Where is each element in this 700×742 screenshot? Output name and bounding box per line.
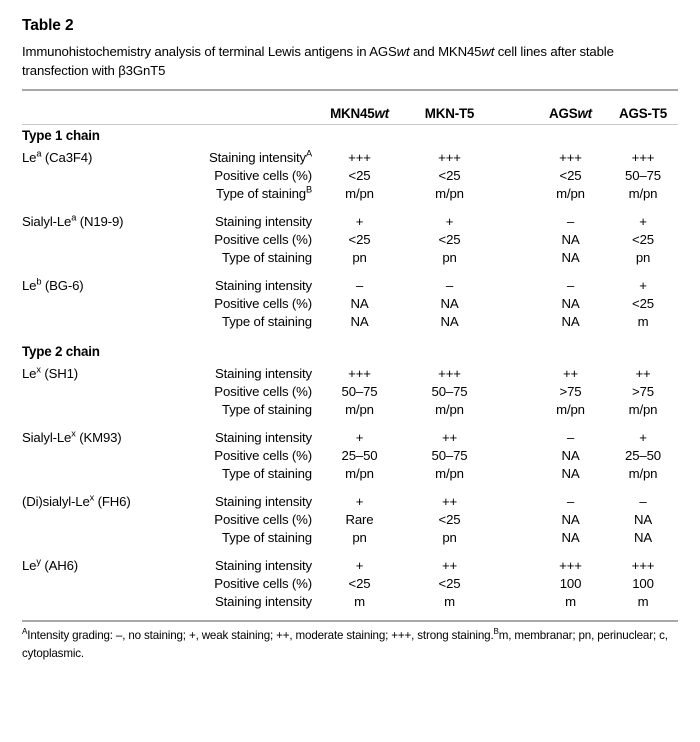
group-gap-row	[22, 203, 678, 213]
caption-segment-1: Immunohistochemistry analysis of terminal Lewis antigens in AGS	[22, 43, 397, 59]
cell-value: +++	[348, 366, 371, 382]
cell-value: pn	[635, 250, 651, 266]
antigen-label-empty	[22, 575, 172, 593]
cell-value: m	[565, 594, 576, 610]
caption-segment-2: and MKN45	[409, 43, 482, 59]
cell-value: ++	[441, 494, 458, 510]
antigen-name: Le	[22, 558, 37, 574]
antigen-label	[22, 429, 172, 447]
group-gap-cell	[22, 267, 678, 277]
antigen-clone: (KM93)	[75, 430, 122, 446]
cell-value: +	[355, 430, 364, 446]
metric-label	[172, 277, 317, 295]
cell-value: pn	[442, 530, 457, 546]
cell-value: +++	[559, 558, 582, 574]
cell-value: +	[445, 214, 454, 230]
group-gap-cell	[22, 203, 678, 213]
antigen-label	[22, 557, 172, 575]
table-row	[22, 365, 678, 383]
antigen-name: Le	[22, 278, 37, 294]
metric-text: Staining intensity	[215, 214, 312, 230]
table-row	[22, 295, 678, 313]
antigen-clone: (AH6)	[40, 558, 79, 574]
cell-value: NA	[561, 296, 580, 312]
cell-value: –	[566, 214, 575, 230]
cell-value: m/pn	[435, 402, 464, 418]
caption-italic-wt-2: wt	[481, 43, 495, 59]
antigen-label-empty	[22, 295, 172, 313]
column-header-mkn-t5-text: MKN-T5	[424, 106, 475, 122]
metric-text: Positive cells (%)	[214, 168, 312, 184]
cell-value: +++	[438, 366, 461, 382]
metric-text: Staining intensity	[215, 278, 312, 294]
column-gap	[497, 365, 533, 383]
column-header-mkn45wt	[317, 91, 402, 124]
cell-value: –	[566, 430, 575, 446]
cell-value: NA	[561, 232, 580, 248]
cell-value: 100	[559, 576, 582, 592]
footnote-text-a: Intensity grading: –, no staining; +, weak staining; ++, moderate staining; +++, strong staining.	[27, 629, 494, 643]
column-gap	[497, 447, 533, 465]
antigen-label-empty	[22, 593, 172, 611]
cell-value: <25	[559, 168, 582, 184]
header-gap	[497, 91, 533, 124]
metric-label	[172, 401, 317, 419]
cell-value: ++	[635, 366, 651, 382]
cell-value: –	[355, 278, 364, 294]
table-row	[22, 249, 678, 267]
cell-value: <25	[438, 512, 461, 528]
column-header-agswt-text: AGS	[549, 106, 578, 122]
column-gap	[497, 313, 533, 331]
antigen-superscript: x	[89, 493, 95, 504]
table-row	[22, 593, 678, 611]
metric-label	[172, 213, 317, 231]
cell-value: 50–75	[341, 384, 378, 400]
table-row	[22, 511, 678, 529]
cell-value: NA	[440, 314, 459, 330]
cell-value: m/pn	[556, 186, 585, 202]
cell-value: m/pn	[628, 402, 658, 418]
metric-text: Type of staining	[222, 530, 312, 546]
antigen-superscript: x	[36, 365, 41, 376]
antigen-label-empty	[22, 511, 172, 529]
header-blank-antigen	[22, 91, 172, 124]
cell-value: m/pn	[345, 466, 374, 482]
cell-value: >75	[559, 384, 582, 400]
column-gap	[497, 493, 533, 511]
table-row	[22, 429, 678, 447]
metric-label	[172, 511, 317, 529]
antigen-label-empty	[22, 401, 172, 419]
metric-text: Staining intensity	[208, 150, 306, 166]
cell-value: m	[354, 594, 365, 610]
antigen-label-empty	[22, 465, 172, 483]
metric-label	[172, 167, 317, 185]
antigen-clone: (Ca3F4)	[41, 150, 93, 166]
antigen-clone: (FH6)	[94, 494, 131, 510]
cell-value: pn	[352, 250, 367, 266]
column-gap	[497, 557, 533, 575]
metric-text: Staining intensity	[215, 594, 312, 610]
group-gap-cell	[22, 331, 678, 341]
antigen-label	[22, 149, 172, 167]
antigen-superscript: b	[36, 277, 42, 288]
metric-text: Type of staining	[222, 466, 312, 482]
antigen-label-empty	[22, 249, 172, 267]
cell-value: pn	[352, 530, 367, 546]
cell-value: NA	[561, 250, 580, 266]
metric-superscript: B	[305, 185, 312, 196]
metric-label	[172, 575, 317, 593]
antigen-name: Le	[22, 150, 37, 166]
table-row	[22, 401, 678, 419]
table-row	[22, 167, 678, 185]
cell-value: NA	[561, 448, 580, 464]
cell-value: <25	[632, 232, 654, 248]
cell-value: m/pn	[345, 186, 374, 202]
caption-italic-wt-1: wt	[396, 43, 410, 59]
cell-value: +	[355, 494, 364, 510]
table-row	[22, 231, 678, 249]
antigen-label-empty	[22, 231, 172, 249]
metric-text: Positive cells (%)	[214, 232, 312, 248]
column-gap	[497, 277, 533, 295]
table-row	[22, 277, 678, 295]
antigen-superscript: a	[71, 213, 77, 224]
cell-value: 50–75	[431, 384, 468, 400]
metric-label	[172, 185, 317, 203]
metric-text: Positive cells (%)	[214, 512, 312, 528]
cell-value: m	[444, 594, 455, 610]
cell-value: m/pn	[628, 466, 658, 482]
group-gap-cell	[22, 547, 678, 557]
table-header	[22, 91, 678, 124]
cell-value: <25	[438, 232, 461, 248]
table-row	[22, 149, 678, 167]
metric-text: Type of staining	[222, 314, 312, 330]
table-row	[22, 465, 678, 483]
table-body	[22, 124, 678, 620]
group-gap-row	[22, 419, 678, 429]
cell-value: +	[639, 430, 647, 446]
table-bottom-spacer-row	[22, 611, 678, 620]
metric-text: Type of staining	[216, 186, 306, 202]
table-row	[22, 575, 678, 593]
cell-value: +	[355, 558, 364, 574]
antigen-label	[22, 493, 172, 511]
section-title-row	[22, 341, 678, 365]
column-header-mkn45wt-italic: wt	[374, 106, 389, 122]
group-gap-row	[22, 547, 678, 557]
antigen-name: Sialyl-Le	[22, 214, 72, 230]
column-header-ags-t5	[608, 91, 678, 124]
metric-text: Positive cells (%)	[214, 576, 312, 592]
antigen-label-empty	[22, 447, 172, 465]
metric-text: Positive cells (%)	[214, 384, 312, 400]
metric-label	[172, 493, 317, 511]
table-row	[22, 313, 678, 331]
cell-value: m	[637, 314, 649, 330]
table-caption	[22, 42, 670, 81]
group-gap-row	[22, 267, 678, 277]
antigen-clone: (SH1)	[40, 366, 79, 382]
table-footnote	[22, 627, 678, 662]
metric-text: Type of staining	[222, 250, 312, 266]
antigen-label	[22, 213, 172, 231]
cell-value: NA	[561, 314, 580, 330]
metric-label	[172, 593, 317, 611]
cell-value: <25	[348, 168, 371, 184]
antigen-name: (Di)sialyl-Le	[22, 494, 90, 510]
section-title: Type 1 chain	[22, 128, 100, 144]
caption-segment-3: cell lines after stable transfection with β3GnT5	[22, 43, 614, 78]
cell-value: m/pn	[435, 186, 464, 202]
table-header-row	[22, 91, 678, 124]
antigen-label-empty	[22, 185, 172, 203]
cell-value: –	[566, 278, 575, 294]
cell-value: +++	[631, 150, 655, 166]
cell-value: NA	[350, 296, 369, 312]
cell-value: NA	[633, 530, 653, 546]
table-row	[22, 447, 678, 465]
antigen-name: Sialyl-Le	[22, 430, 72, 446]
metric-label	[172, 249, 317, 267]
metric-label	[172, 295, 317, 313]
cell-value: NA	[561, 512, 580, 528]
cell-value: m/pn	[556, 402, 585, 418]
column-gap	[497, 231, 533, 249]
cell-value: <25	[438, 576, 461, 592]
column-gap	[497, 429, 533, 447]
metric-text: Positive cells (%)	[214, 296, 312, 312]
column-gap	[497, 465, 533, 483]
cell-value: –	[445, 278, 454, 294]
group-gap-cell	[22, 419, 678, 429]
metric-label	[172, 313, 317, 331]
antigen-superscript: a	[36, 149, 42, 160]
group-gap-row	[22, 331, 678, 341]
cell-value: m/pn	[435, 466, 464, 482]
metric-label	[172, 447, 317, 465]
cell-value: >75	[632, 384, 654, 400]
group-gap-row	[22, 483, 678, 493]
antigen-name: Le	[22, 366, 37, 382]
antigen-label	[22, 365, 172, 383]
metric-label	[172, 465, 317, 483]
cell-value: pn	[442, 250, 457, 266]
cell-value: +++	[631, 558, 655, 574]
cell-value: +	[355, 214, 364, 230]
cell-value: +++	[348, 150, 371, 166]
footnote-marker-a: A	[22, 627, 28, 637]
antigen-clone: (BG-6)	[41, 278, 84, 294]
column-gap	[497, 167, 533, 185]
column-gap	[497, 149, 533, 167]
cell-value: –	[566, 494, 575, 510]
table-number: Table 2	[22, 17, 74, 34]
column-header-agswt-italic: wt	[577, 106, 592, 122]
footnote-text-b: m, membranar; pn, perinuclear; c, cytoplasmic.	[22, 629, 668, 660]
cell-value: m/pn	[628, 186, 658, 202]
table-row	[22, 557, 678, 575]
group-gap-cell	[22, 483, 678, 493]
antigen-superscript: x	[71, 429, 76, 440]
column-gap	[497, 295, 533, 313]
immunohistochemistry-table	[22, 91, 678, 620]
metric-text: Staining intensity	[215, 366, 312, 382]
column-gap	[497, 213, 533, 231]
column-gap	[497, 185, 533, 203]
metric-text: Positive cells (%)	[214, 448, 312, 464]
section-title-row	[22, 125, 678, 149]
table-row	[22, 493, 678, 511]
column-header-agswt	[533, 91, 608, 124]
metric-label	[172, 149, 317, 167]
antigen-label-empty	[22, 167, 172, 185]
column-header-mkn-t5	[402, 91, 497, 124]
cell-value: <25	[438, 168, 461, 184]
metric-text: Type of staining	[222, 402, 312, 418]
cell-value: 25–50	[341, 448, 378, 464]
column-header-mkn45wt-text: MKN45	[330, 106, 375, 122]
antigen-label	[22, 277, 172, 295]
table-row	[22, 529, 678, 547]
metric-superscript: A	[305, 149, 312, 160]
antigen-label-empty	[22, 383, 172, 401]
cell-value: NA	[440, 296, 459, 312]
cell-value: NA	[561, 530, 580, 546]
cell-value: NA	[350, 314, 369, 330]
table-row	[22, 185, 678, 203]
metric-label	[172, 365, 317, 383]
column-gap	[497, 529, 533, 547]
column-gap	[497, 511, 533, 529]
cell-value: <25	[632, 296, 654, 312]
metric-label	[172, 231, 317, 249]
antigen-label-empty	[22, 313, 172, 331]
cell-value: 100	[632, 576, 654, 592]
section-title: Type 2 chain	[22, 344, 100, 360]
cell-value: ++	[441, 558, 458, 574]
cell-value: +++	[438, 150, 461, 166]
metric-text: Staining intensity	[215, 494, 312, 510]
metric-label	[172, 383, 317, 401]
cell-value: m	[637, 594, 649, 610]
column-gap	[497, 575, 533, 593]
metric-label	[172, 429, 317, 447]
column-gap	[497, 249, 533, 267]
cell-value: +	[639, 278, 647, 294]
cell-value: +	[639, 214, 647, 230]
column-gap	[497, 593, 533, 611]
table-row	[22, 213, 678, 231]
footnote-marker-b: B	[493, 627, 499, 637]
header-blank-metric	[172, 91, 317, 124]
antigen-label-empty	[22, 529, 172, 547]
antigen-clone: (N19-9)	[76, 214, 124, 230]
cell-value: ++	[441, 430, 458, 446]
cell-value: Rare	[345, 512, 374, 528]
column-gap	[497, 401, 533, 419]
cell-value: 50–75	[431, 448, 468, 464]
cell-value: m/pn	[345, 402, 374, 418]
table-bottom-spacer	[22, 611, 678, 620]
cell-value: <25	[348, 576, 371, 592]
column-header-ags-t5-text: AGS-T5	[619, 106, 667, 122]
metric-label	[172, 557, 317, 575]
metric-text: Staining intensity	[215, 430, 312, 446]
cell-value: 25–50	[625, 448, 661, 464]
metric-label	[172, 529, 317, 547]
cell-value: ++	[562, 366, 579, 382]
cell-value: NA	[633, 512, 653, 528]
cell-value: 50–75	[625, 168, 661, 184]
table-bottom-rule	[22, 620, 678, 622]
cell-value: NA	[561, 466, 580, 482]
column-gap	[497, 383, 533, 401]
cell-value: –	[639, 494, 647, 510]
table-row	[22, 383, 678, 401]
cell-value: +++	[559, 150, 582, 166]
antigen-superscript: y	[36, 557, 41, 568]
metric-text: Staining intensity	[215, 558, 312, 574]
cell-value: <25	[348, 232, 371, 248]
